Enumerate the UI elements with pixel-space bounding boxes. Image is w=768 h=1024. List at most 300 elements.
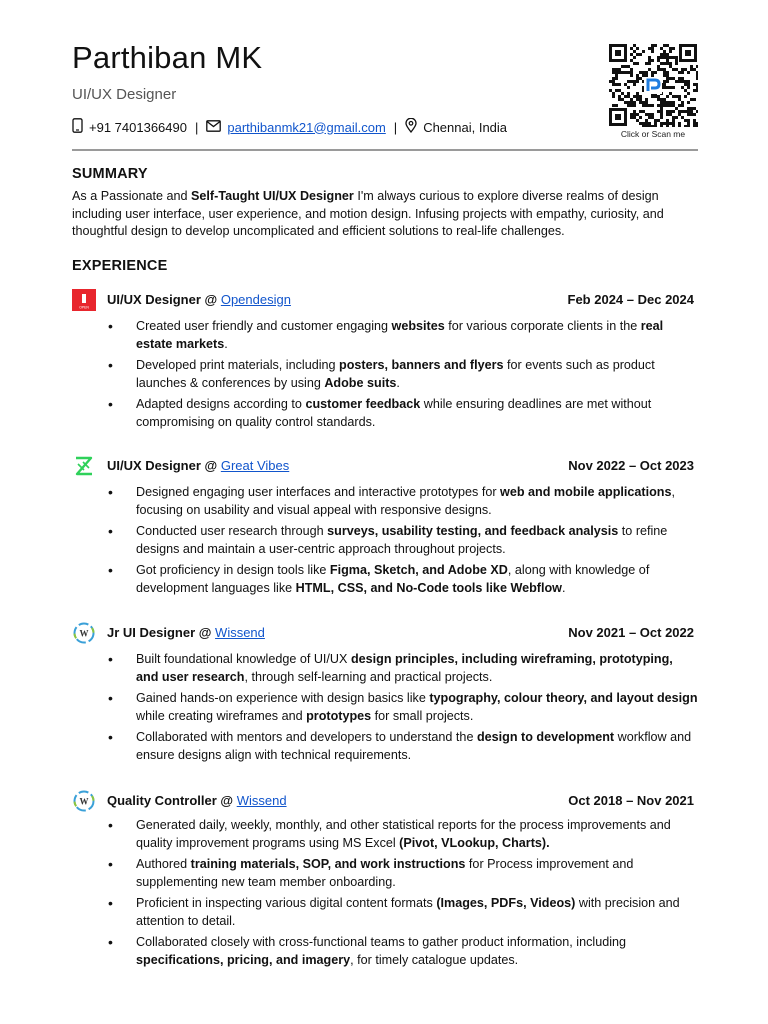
- qr-module: [666, 56, 669, 59]
- qr-module: [645, 98, 648, 101]
- qr-module: [684, 119, 687, 122]
- qr-module: [627, 86, 630, 89]
- qr-module: [651, 74, 654, 77]
- qr-module: [657, 119, 660, 122]
- qr-module: [657, 110, 660, 113]
- summary-text-part: I'm always curious to explore diverse realms of design including user interface, user experience, and motion design. Infusing projects with empathy, curiosity, and thoughtful design to develop uncomplicated and efficient solutions to real-life challenges.: [72, 189, 664, 238]
- qr-module: [669, 104, 672, 107]
- qr-module: [681, 71, 684, 74]
- qr-module: [672, 122, 675, 125]
- qr-module: [648, 122, 651, 125]
- qr-module: [663, 62, 666, 65]
- qr-module: [696, 77, 698, 80]
- bullet-item: • Collaborated with mentors and developers to understand the design to development workflow and ensure designs align with technical requirements.: [72, 728, 698, 764]
- qr-module: [663, 50, 666, 53]
- qr-module: [630, 53, 633, 56]
- qr-module: [681, 80, 684, 83]
- qr-module: [696, 71, 698, 74]
- job-role: Quality Controller @: [107, 793, 237, 808]
- qr-module: [663, 98, 666, 101]
- qr-module: [648, 47, 651, 50]
- qr-module: [642, 74, 645, 77]
- phone-number[interactable]: +91 7401366490: [89, 119, 187, 135]
- qr-module: [648, 113, 651, 116]
- qr-module: [642, 122, 645, 125]
- qr-module: [618, 83, 621, 86]
- qr-module: [645, 122, 648, 125]
- qr-module: [636, 77, 639, 80]
- qr-module: [639, 110, 642, 113]
- qr-module: [690, 65, 693, 68]
- qr-module: [615, 89, 618, 92]
- qr-module: [696, 65, 698, 68]
- qr-module: [666, 122, 669, 125]
- qr-module: [633, 113, 636, 116]
- qr-module: [627, 65, 630, 68]
- qr-module: [678, 113, 681, 116]
- qr-module: [660, 98, 663, 101]
- qr-module: [633, 95, 636, 98]
- qr-module: [639, 122, 642, 125]
- map-pin-icon: [405, 118, 417, 136]
- qr-module: [648, 116, 651, 119]
- summary-highlight: Self-Taught UI/UX Designer: [191, 189, 354, 203]
- job-role: Jr UI Designer @: [107, 625, 216, 640]
- qr-module: [681, 116, 684, 119]
- qr-module: [669, 50, 672, 53]
- qr-module: [630, 80, 633, 83]
- qr-module: [654, 71, 657, 74]
- qr-module: [666, 119, 669, 122]
- qr-module: [666, 113, 669, 116]
- qr-module: [696, 86, 698, 89]
- qr-module: [672, 125, 675, 127]
- qr-module: [657, 68, 660, 71]
- qr-module: [660, 56, 663, 59]
- qr-module: [690, 113, 693, 116]
- qr-module: [696, 110, 698, 113]
- job-entry: [72, 790, 698, 972]
- qr-module: [615, 68, 618, 71]
- qr-module: [612, 71, 615, 74]
- qr-module: [660, 62, 663, 65]
- qr-module: [612, 83, 615, 86]
- qr-module: [681, 104, 684, 107]
- qr-module: [669, 77, 672, 80]
- qr-module: [666, 86, 669, 89]
- qr-module: [609, 89, 612, 92]
- svg-text:W: W: [79, 796, 89, 807]
- qr-module: [687, 71, 690, 74]
- qr-module: [627, 95, 630, 98]
- qr-module: [666, 71, 669, 74]
- qr-module: [651, 113, 654, 116]
- qr-module: [666, 101, 669, 104]
- qr-module: [669, 56, 672, 59]
- qr-module: [633, 116, 636, 119]
- qr-module: [678, 125, 681, 127]
- qr-module: [684, 110, 687, 113]
- separator: |: [393, 119, 398, 135]
- qr-module: [672, 104, 675, 107]
- experience-heading: EXPERIENCE: [72, 258, 168, 274]
- qr-module: [639, 71, 642, 74]
- qr-module: [630, 68, 633, 71]
- summary-text: [72, 188, 702, 241]
- qr-module: [681, 68, 684, 71]
- qr-module: [624, 83, 627, 86]
- qr-module: [687, 122, 690, 125]
- qr-module: [654, 119, 657, 122]
- qr-module: [693, 98, 696, 101]
- qr-module: [645, 113, 648, 116]
- bullet-item: • Conducted user research through surveys, usability testing, and feedback analysis to refine designs and maintain a user-centric approach throughout projects.: [72, 522, 698, 558]
- qr-module: [693, 119, 696, 122]
- qr-module: [675, 95, 678, 98]
- qr-module: [615, 77, 618, 80]
- qr-module: [621, 71, 624, 74]
- qr-module: [630, 104, 633, 107]
- qr-module: [645, 74, 648, 77]
- qr-module: [678, 104, 681, 107]
- job-bullets: [72, 317, 698, 431]
- qr-module: [633, 62, 636, 65]
- qr-module: [648, 56, 651, 59]
- qr-module: [660, 107, 663, 110]
- qr-module: [645, 62, 648, 65]
- qr-module: [651, 104, 654, 107]
- svg-text:OPEN: OPEN: [79, 305, 89, 310]
- qr-module: [672, 110, 675, 113]
- qr-module: [639, 116, 642, 119]
- qr-code[interactable]: [608, 43, 698, 127]
- qr-module: [654, 44, 657, 47]
- qr-module: [669, 92, 672, 95]
- qr-module: [687, 107, 690, 110]
- job-dates: Nov 2021 – Oct 2022: [568, 625, 694, 640]
- qr-module: [636, 92, 639, 95]
- qr-module: [636, 53, 639, 56]
- qr-module: [669, 110, 672, 113]
- job-title: [107, 793, 287, 808]
- qr-module: [642, 125, 645, 127]
- qr-module: [639, 98, 642, 101]
- job-title: [107, 292, 291, 307]
- job-dates: Oct 2018 – Nov 2021: [568, 793, 694, 808]
- bullet-item: • Generated daily, weekly, monthly, and other statistical reports for the process improvements and quality improvement programs using MS Excel (Pivot, VLookup, Charts).: [72, 816, 698, 852]
- qr-module: [696, 125, 698, 127]
- job-role: UI/UX Designer @: [107, 292, 221, 307]
- qr-module: [627, 101, 630, 104]
- job-dates: Feb 2024 – Dec 2024: [567, 292, 694, 307]
- qr-module: [639, 53, 642, 56]
- qr-module: [660, 113, 663, 116]
- qr-module: [684, 95, 687, 98]
- qr-module: [678, 110, 681, 113]
- qr-module: [621, 65, 624, 68]
- qr-module: [615, 74, 618, 77]
- candidate-role: UI/UX Designer: [72, 86, 177, 103]
- qr-module: [624, 95, 627, 98]
- qr-module: [651, 47, 654, 50]
- qr-module: [687, 92, 690, 95]
- qr-caption: Click or Scan me: [620, 129, 686, 139]
- qr-module: [669, 62, 672, 65]
- qr-module: [663, 86, 666, 89]
- job-title: [107, 625, 265, 640]
- qr-module: [696, 83, 698, 86]
- qr-module: [627, 104, 630, 107]
- qr-module: [678, 95, 681, 98]
- qr-module: [681, 101, 684, 104]
- qr-module: [651, 116, 654, 119]
- opendesign-logo: [72, 289, 96, 311]
- qr-module: [621, 98, 624, 101]
- qr-module: [684, 125, 687, 127]
- qr-module: [618, 71, 621, 74]
- qr-module: [675, 116, 678, 119]
- qr-module: [687, 86, 690, 89]
- qr-module: [669, 113, 672, 116]
- qr-module: [690, 98, 693, 101]
- qr-module: [672, 116, 675, 119]
- qr-module: [654, 125, 657, 127]
- qr-module: [675, 56, 678, 59]
- qr-module: [687, 80, 690, 83]
- qr-module: [639, 101, 642, 104]
- qr-module: [633, 50, 636, 53]
- bullet-item: • Adapted designs according to customer feedback while ensuring deadlines are met without compromising on quality control standards.: [72, 395, 698, 431]
- bullet-item: • Gained hands-on experience with design basics like typography, colour theory, and layout design while creating wireframes and prototypes for small projects.: [72, 689, 698, 725]
- qr-module: [633, 101, 636, 104]
- qr-module: [696, 122, 698, 125]
- job-role: UI/UX Designer @: [107, 458, 221, 473]
- qr-module: [678, 98, 681, 101]
- qr-module: [642, 71, 645, 74]
- qr-module: [636, 62, 639, 65]
- qr-module: [663, 56, 666, 59]
- qr-module: [663, 104, 666, 107]
- qr-module: [618, 95, 621, 98]
- qr-module: [666, 44, 669, 47]
- qr-module: [612, 95, 615, 98]
- job-entry: [72, 289, 698, 434]
- qr-module: [633, 110, 636, 113]
- svg-text:W: W: [79, 628, 89, 639]
- qr-module: [612, 68, 615, 71]
- qr-module: [639, 77, 642, 80]
- bullet-item: • Created user friendly and customer engaging websites for various corporate clients in the real estate markets.: [72, 317, 698, 353]
- qr-module: [654, 122, 657, 125]
- qr-module: [630, 116, 633, 119]
- qr-module: [660, 53, 663, 56]
- qr-module: [693, 68, 696, 71]
- qr-module: [684, 80, 687, 83]
- job-entry: [72, 455, 698, 600]
- job-bullets: [72, 483, 698, 597]
- qr-module: [690, 68, 693, 71]
- qr-module: [633, 83, 636, 86]
- company-link[interactable]: Great Vibes: [220, 458, 290, 473]
- qr-module: [612, 77, 615, 80]
- qr-module: [690, 107, 693, 110]
- qr-module: [654, 95, 657, 98]
- qr-module: [657, 56, 660, 59]
- qr-module: [633, 44, 636, 47]
- qr-module: [687, 113, 690, 116]
- qr-module: [645, 125, 648, 127]
- qr-module: [681, 110, 684, 113]
- qr-module: [687, 101, 690, 104]
- bullet-item: • Developed print materials, including posters, banners and flyers for events such as product launches & conferences by using Adobe suits.: [72, 356, 698, 392]
- qr-module: [624, 65, 627, 68]
- bullet-item: • Built foundational knowledge of UI/UX design principles, including wireframing, prototyping, and user research, through self-learning and practical projects.: [72, 650, 698, 686]
- qr-module: [630, 71, 633, 74]
- qr-module: [666, 62, 669, 65]
- qr-module: [624, 101, 627, 104]
- qr-module: [669, 65, 672, 68]
- summary-text-part: As a Passionate and: [72, 189, 192, 203]
- qr-module: [666, 125, 669, 127]
- qr-module: [642, 101, 645, 104]
- qr-module: [660, 47, 663, 50]
- qr-module: [684, 83, 687, 86]
- qr-module: [663, 53, 666, 56]
- qr-module: [678, 80, 681, 83]
- job-entry: [72, 622, 698, 767]
- company-link[interactable]: Wissend: [236, 793, 287, 808]
- qr-module: [657, 95, 660, 98]
- qr-module: [642, 50, 645, 53]
- qr-module: [627, 80, 630, 83]
- qr-module: [636, 74, 639, 77]
- qr-module: [672, 77, 675, 80]
- qr-module: [636, 80, 639, 83]
- separator: |: [194, 119, 199, 135]
- qr-module: [678, 71, 681, 74]
- qr-module: [663, 68, 666, 71]
- qr-module: [627, 92, 630, 95]
- qr-module: [693, 83, 696, 86]
- qr-module: [666, 53, 669, 56]
- bullet-item: • Authored training materials, SOP, and work instructions for Process improvement and supplementing new team member onboarding.: [72, 855, 698, 891]
- qr-module: [672, 101, 675, 104]
- qr-module: [636, 119, 639, 122]
- qr-module: [693, 125, 696, 127]
- bullet-item: • Collaborated closely with cross-functional teams to gather product information, including specifications, pricing, and imagery, for timely catalogue updates.: [72, 933, 698, 969]
- qr-module: [663, 71, 666, 74]
- qr-module: [612, 92, 615, 95]
- qr-module: [687, 110, 690, 113]
- qr-module: [669, 101, 672, 104]
- qr-module: [630, 98, 633, 101]
- qr-module: [642, 104, 645, 107]
- qr-module: [609, 80, 612, 83]
- qr-module: [666, 95, 669, 98]
- qr-module: [660, 68, 663, 71]
- qr-module: [657, 59, 660, 62]
- qr-module: [693, 89, 696, 92]
- qr-module: [687, 119, 690, 122]
- qr-module: [657, 65, 660, 68]
- qr-module: [672, 95, 675, 98]
- mobile-phone-icon: [72, 118, 83, 136]
- qr-module: [648, 59, 651, 62]
- wissend-logo: [72, 790, 96, 812]
- qr-module: [618, 89, 621, 92]
- qr-module: [678, 122, 681, 125]
- qr-module: [633, 104, 636, 107]
- qr-module: [630, 113, 633, 116]
- qr-module: [672, 47, 675, 50]
- job-dates: Nov 2022 – Oct 2023: [568, 458, 694, 473]
- qr-module: [645, 104, 648, 107]
- qr-module: [666, 110, 669, 113]
- qr-module: [651, 95, 654, 98]
- qr-module: [636, 98, 639, 101]
- qr-module: [696, 89, 698, 92]
- qr-module: [624, 71, 627, 74]
- qr-module: [639, 95, 642, 98]
- qr-module: [618, 98, 621, 101]
- qr-module: [636, 95, 639, 98]
- qr-module: [660, 116, 663, 119]
- email-link[interactable]: parthibanmk21@gmail.com: [227, 119, 386, 135]
- qr-module: [660, 104, 663, 107]
- qr-module: [651, 125, 654, 127]
- qr-module: [645, 71, 648, 74]
- qr-module: [630, 59, 633, 62]
- qr-module: [648, 104, 651, 107]
- qr-module: [630, 74, 633, 77]
- company-link[interactable]: Wissend: [215, 625, 265, 640]
- qr-module: [684, 89, 687, 92]
- qr-module: [693, 107, 696, 110]
- qr-module: [666, 104, 669, 107]
- qr-module: [693, 113, 696, 116]
- qr-module: [663, 122, 666, 125]
- qr-module: [660, 122, 663, 125]
- bullet-item: • Got proficiency in design tools like Figma, Sketch, and Adobe XD, along with knowledge of development languages like HTML, CSS, and No-Code tools like Webflow.: [72, 561, 698, 597]
- qr-module: [660, 125, 663, 127]
- company-link[interactable]: Opendesign: [220, 292, 291, 307]
- qr-module: [615, 71, 618, 74]
- qr-module: [675, 80, 678, 83]
- qr-module: [693, 122, 696, 125]
- qr-module: [648, 125, 651, 127]
- qr-module: [612, 104, 615, 107]
- qr-module: [681, 86, 684, 89]
- qr-module: [633, 80, 636, 83]
- bullet-item: • Proficient in inspecting various digital content formats (Images, PDFs, Videos) with precision and attention to detail.: [72, 894, 698, 930]
- qr-module: [666, 74, 669, 77]
- qr-module: [675, 107, 678, 110]
- job-bullets: [72, 816, 698, 969]
- qr-module: [615, 104, 618, 107]
- qr-module: [675, 62, 678, 65]
- qr-module: [651, 50, 654, 53]
- qr-module: [636, 113, 639, 116]
- qr-module: [663, 44, 666, 47]
- qr-module: [642, 110, 645, 113]
- qr-module: [648, 68, 651, 71]
- qr-module: [675, 59, 678, 62]
- header-divider: [72, 149, 698, 151]
- great-vibes-logo: [72, 455, 96, 477]
- qr-module: [663, 74, 666, 77]
- qr-module: [651, 71, 654, 74]
- qr-module: [657, 104, 660, 107]
